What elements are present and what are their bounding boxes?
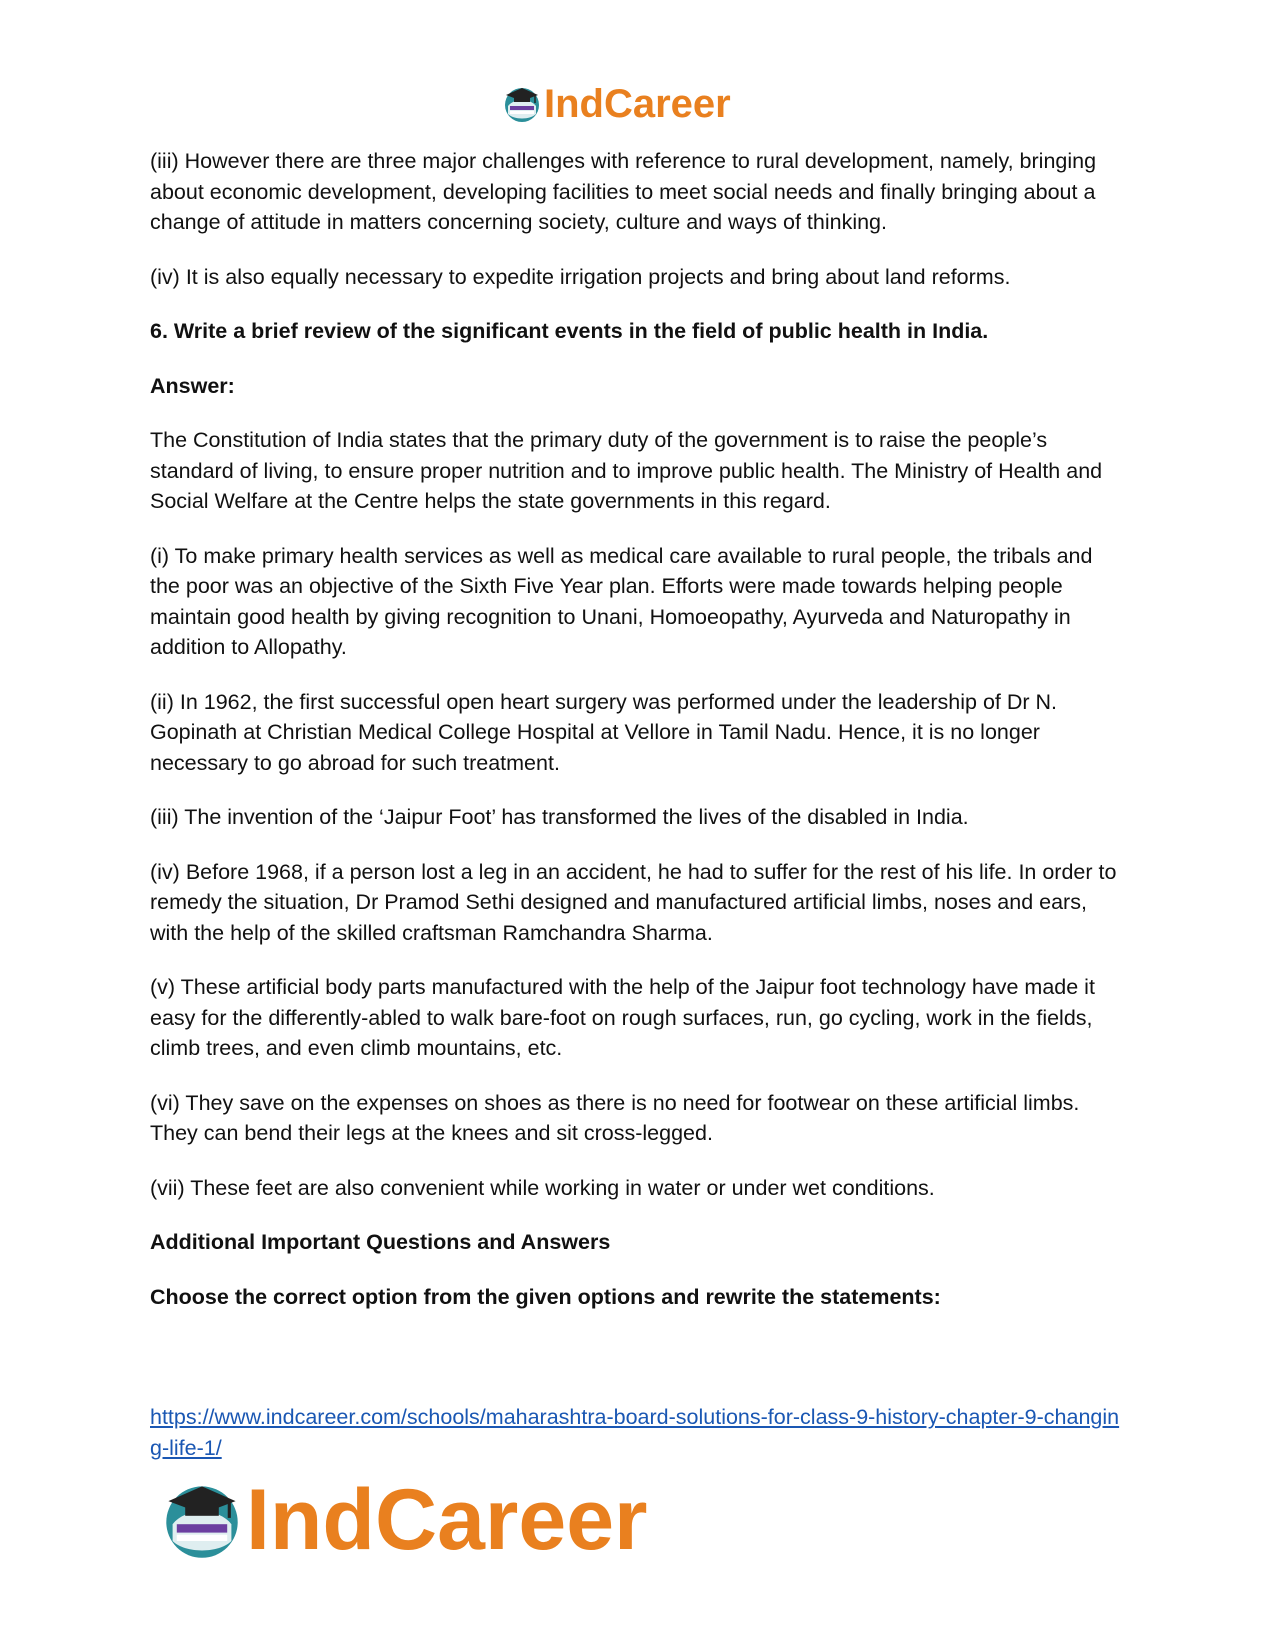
document-body [150, 146, 1125, 1336]
logo-emblem-icon [502, 84, 542, 124]
paragraph-rural-iv: (iv) It is also equally necessary to expedite irrigation projects and bring about land reforms. [150, 264, 1011, 289]
question-6: 6. Write a brief review of the significant events in the field of public health in India. [150, 319, 989, 343]
footer-logo [160, 1470, 648, 1570]
answer-point-vi: (vi) They save on the expenses on shoes as there is no need for footwear on these artificial limbs. They can bend their legs at the knees and sit cross-legged. [150, 1090, 1080, 1145]
answer-point-i: (i) To make primary health services as well as medical care available to rural people, the tribals and the poor was an objective of the Sixth Five Year plan. Efforts were made towards helping people maintain good health by giving recognition to Unani, Homoeopathy, Ayurveda and Naturopathy in addition to Allopathy. [150, 543, 1093, 659]
header-logo [502, 80, 731, 128]
choose-option-heading: Choose the correct option from the given options and rewrite the statements: [150, 1284, 941, 1309]
brand-wordmark: IndCareer [544, 81, 731, 126]
answer-point-vii: (vii) These feet are also convenient while working in water or under wet conditions. [150, 1175, 935, 1200]
logo-emblem-icon [160, 1478, 244, 1562]
additional-questions-heading: Additional Important Questions and Answers [150, 1230, 611, 1254]
answer-label: Answer: [150, 373, 235, 398]
paragraph-rural-iii: (iii) However there are three major challenges with reference to rural development, namely, bringing about economic development, developing facilities to meet social needs and finally bringing about a change of attitude in matters concerning society, culture and ways of thinking. [150, 149, 1097, 234]
answer-intro: The Constitution of India states that the primary duty of the government is to raise the people’s standard of living, to ensure proper nutrition and to improve public health. The Ministry of Health and Social Welfare at the Centre helps the state governments in this regard. [150, 428, 1103, 513]
answer-point-iii: (iii) The invention of the ‘Jaipur Foot’ has transformed the lives of the disabled in India. [150, 805, 969, 829]
answer-point-ii: (ii) In 1962, the first successful open heart surgery was performed under the leadership of Dr N. Gopinath at Christian Medical College Hospital at Vellore in Tamil Nadu. Hence, it is no longer necessary to go abroad for such treatment. [150, 689, 1058, 775]
footer-brand-wordmark: IndCareer [246, 1471, 648, 1568]
answer-point-v: (v) These artificial body parts manufactured with the help of the Jaipur foot technology have made it easy for the differently-abled to walk bare-foot on rough surfaces, run, go cycling, work in the fields, climb trees, and even climb mountains, etc. [150, 975, 1095, 1060]
answer-point-iv: (iv) Before 1968, if a person lost a leg in an accident, he had to suffer for the rest of his life. In order to remedy the situation, Dr Pramod Sethi designed and manufactured artificial limbs, noses and ears, with the help of the skilled craftsman Ramchandra Sharma. [150, 859, 1117, 945]
source-link[interactable]: https://www.indcareer.com/schools/maharashtra-board-solutions-for-class-9-history-chapter-9-changing-life-1/ [150, 1405, 1120, 1460]
